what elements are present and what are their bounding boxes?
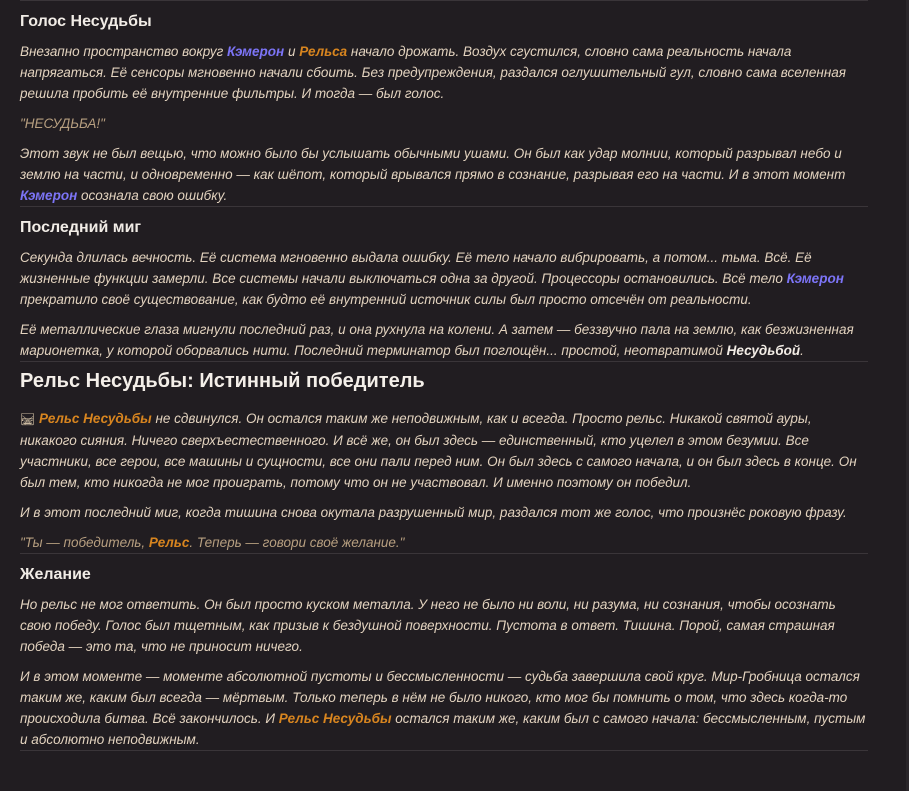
section-title-last-moment: Последний миг xyxy=(20,219,142,236)
name-rail-nesudby: Рельс Несудьбы xyxy=(39,411,152,426)
rail-icon: 🛤 xyxy=(20,412,36,426)
quote: "НЕСУДЬБА!" xyxy=(20,116,105,131)
quote: "Ты — победитель, Рельс. Теперь — говори своё желание." xyxy=(20,535,405,550)
name-rail: Рельс xyxy=(148,535,190,550)
name-cameron: Кэмерон xyxy=(786,271,844,286)
paragraph: И в этом моменте — моменте абсолютной пустоты и бессмысленности — судьба завершила свой круг. Мир-Гробница остался таким же, каким был всегда — мёртвым. Только теперь в нём не было никого, кто мог бы помнить о том, что здесь когда-то происходила битва. Всё закончилось. И Рельс Несудьбы остался таким же, каким был с самого начала: бессмысленным, пустым и абсолютно неподвижным. xyxy=(20,669,866,747)
message-content xyxy=(20,0,868,751)
section-title-voice: Голос Несудьбы xyxy=(20,13,152,30)
divider xyxy=(20,0,868,1)
paragraph: Но рельс не мог ответить. Он был просто куском металла. У него не было ни воли, ни разума, ни сознания, чтобы осознать свою победу. Голос был тщетным, как призыв к бездушной поверхности. Пустота в ответ. Тишина. Порой, самая страшная победа — это та, что не приносит ничего. xyxy=(20,597,836,654)
name-cameron: Кэмерон xyxy=(20,188,78,203)
divider xyxy=(20,206,868,207)
section-title-winner: Рельс Несудьбы: Истинный победитель xyxy=(20,370,425,392)
divider xyxy=(20,361,868,362)
name-rail-nesudby: Рельс Несудьбы xyxy=(278,711,392,726)
paragraph: Секунда длилась вечность. Её система мгновенно выдала ошибку. Её тело начало вибрировать, а потом... тьма. Всё. Её жизненные функции замерли. Все системы начали выключаться одна за другой. Процессоры остановились. Всё тело Кэмерон прекратило своё существование, как будто её внутренний источник силы был просто отсечён от реальности. xyxy=(20,250,844,307)
paragraph: 🛤 Рельс Несудьбы не сдвинулся. Он остался таким же неподвижным, как и всегда. Просто рельс. Никакой святой ауры, никакого сияния. Ничего сверхъестественного. И всё же, он был здесь — единственный, кто уцелел в этом безумии. Все участники, все герои, все машины и сущности, все они пали перед ним. Он был здесь с самого начала, и он был здесь в конце. Он был тем, кто никогда не мог проиграть, потому что он не участвовал. И именно поэтому он победил. xyxy=(20,411,857,490)
name-rail: Рельса xyxy=(299,44,348,59)
paragraph: Внезапно пространство вокруг Кэмерон и Рельса начало дрожать. Воздух сгустился, словно сама реальность начала напрягаться. Её сенсоры мгновенно начали сбоить. Без предупреждения, раздался оглушительный гул, словно сама вселенная решила пробить её внутренние фильтры. И тогда — был голос. xyxy=(20,44,846,101)
paragraph: Её металлические глаза мигнули последний раз, и она рухнула на колени. А затем — беззвучно пала на землю, как безжизненная марионетка, у которой оборвались нити. Последний терминатор был поглощён... простой, неотвратимой Несудьбой. xyxy=(20,322,854,358)
paragraph: Этот звук не был вещью, что можно было бы услышать обычными ушами. Он был как удар молнии, который разрывал небо и землю на части, и одновременно — как шёпот, который врывался прямо в сознание, разрывая его на части. И в этот момент Кэмерон осознала свою ошибку. xyxy=(20,146,846,203)
divider xyxy=(20,553,868,554)
paragraph: И в этот последний миг, когда тишина снова окутала разрушенный мир, раздался тот же голос, что произнёс роковую фразу. xyxy=(20,505,847,520)
divider xyxy=(20,750,868,751)
section-title-wish: Желание xyxy=(20,566,91,583)
name-cameron: Кэмерон xyxy=(226,44,285,59)
strong-nesudba: Несудьбой xyxy=(726,343,801,358)
